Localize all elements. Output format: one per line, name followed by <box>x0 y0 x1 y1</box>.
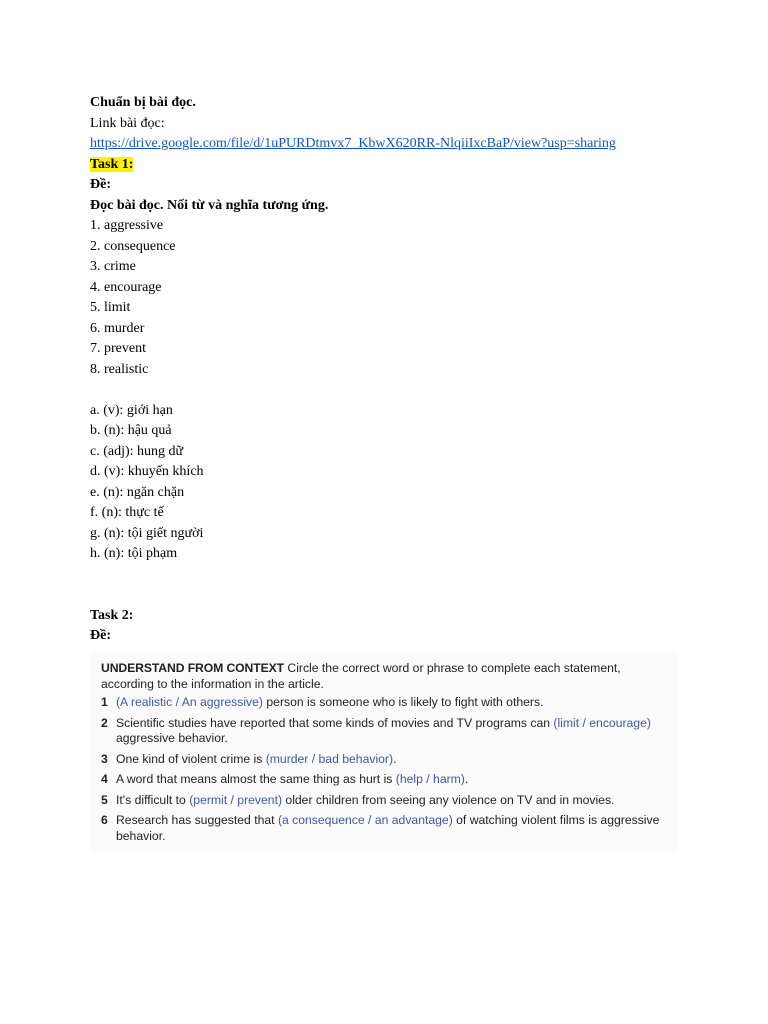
exercise-item-text: Scientific studies have reported that some kinds of movies and TV programs can <box>116 715 554 730</box>
exercise-item-text: A word that means almost the same thing as hurt is <box>116 772 396 786</box>
meaning-item: d. (v): khuyến khích <box>90 464 204 479</box>
exercise-heading <box>101 661 670 692</box>
meaning-item: b. (n): hậu quả <box>90 423 172 438</box>
word-item: 8. realistic <box>90 361 149 377</box>
reading-link[interactable]: https://drive.google.com/file/d/1uPURDtmvx7_KbwX620RR-NlqiiIxcBaP/view?usp=sharing <box>90 136 616 151</box>
word-item: 3. crime <box>90 259 136 274</box>
exercise-item-text: of watching violent films is aggressive behavior. <box>116 813 660 843</box>
exercise-item-number: 1 <box>101 695 108 709</box>
exercise-item-text: . <box>464 772 469 786</box>
exercise-item-options: (a consequence / an advantage) <box>277 813 453 827</box>
exercise-item <box>101 793 670 809</box>
exercise-item-number: 5 <box>101 792 108 807</box>
word-item: 2. consequence <box>90 238 176 254</box>
task1-title: Task 1: <box>90 156 134 172</box>
word-item: 5. limit <box>90 300 131 315</box>
exercise-item-text: Research has suggested that <box>116 813 278 827</box>
meaning-item: f. (n): thực tế <box>90 505 164 520</box>
prep-title: Chuẩn bị bài đọc. <box>90 95 196 110</box>
word-item: 1. aggressive <box>90 218 164 233</box>
exercise-item <box>101 695 670 711</box>
exercise-item <box>101 752 670 768</box>
exercise-item-text: person is someone who is likely to fight with others. <box>263 695 544 709</box>
meaning-item: e. (n): ngăn chặn <box>90 484 185 500</box>
exercise-item-number: 3 <box>101 751 108 766</box>
exercise-item-text: . <box>393 751 397 766</box>
exercise-item-number: 2 <box>101 715 108 730</box>
exercise-image <box>90 652 678 852</box>
document-body <box>90 93 690 647</box>
task2-de-label: Đề: <box>90 628 111 643</box>
exercise-item <box>101 772 670 788</box>
exercise-item-options: (murder / bad behavior) <box>265 751 394 766</box>
exercise-item-text: It's difficult to <box>116 792 190 807</box>
exercise-item-number: 6 <box>101 813 108 827</box>
link-label: Link bài đọc: <box>90 115 165 131</box>
meaning-item: g. (n): tội giết người <box>90 525 204 541</box>
exercise-item-options: (help / harm) <box>395 772 465 786</box>
word-item: 7. prevent <box>90 341 146 356</box>
meaning-item: c. (adj): hung dữ <box>90 443 184 459</box>
exercise-item-text: One kind of violent crime is <box>116 751 266 766</box>
exercise-item-options: (permit / prevent) <box>189 792 283 807</box>
exercise-item-options: (A realistic / An aggressive) <box>116 695 263 709</box>
exercise-heading-text: Circle the correct word or phrase to complete each statement, according to the information in the article. <box>101 661 621 691</box>
exercise-heading-title: UNDERSTAND FROM CONTEXT <box>101 661 284 675</box>
exercise-item-number: 4 <box>101 772 108 786</box>
word-item: 6. murder <box>90 320 145 336</box>
exercise-item <box>101 813 670 844</box>
exercise-item-text: older children from seeing any violence on TV and in movies. <box>282 792 615 807</box>
exercise-item-options: (limit / encourage) <box>553 715 651 730</box>
task1-de-label: Đề: <box>90 177 111 192</box>
task2-title: Task 2: <box>90 607 134 623</box>
word-item: 4. encourage <box>90 279 162 295</box>
task1-instruction: Đọc bài đọc. Nối từ và nghĩa tương ứng. <box>90 197 329 213</box>
exercise-item <box>101 716 670 747</box>
exercise-item-text: aggressive behavior. <box>116 731 228 745</box>
meaning-item: h. (n): tội phạm <box>90 546 178 561</box>
meaning-item: a. (v): giới hạn <box>90 402 173 418</box>
